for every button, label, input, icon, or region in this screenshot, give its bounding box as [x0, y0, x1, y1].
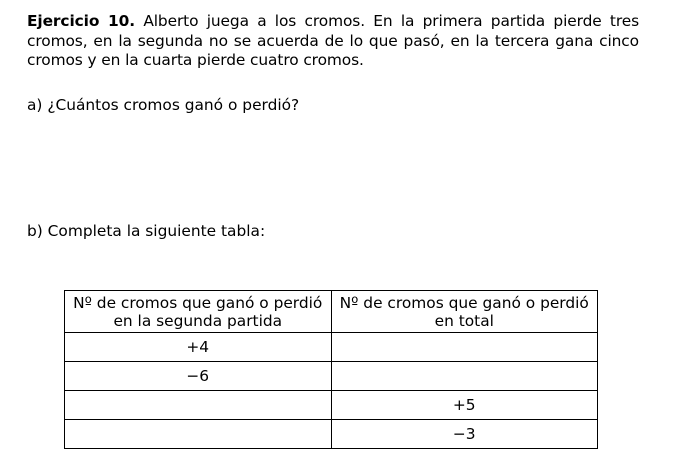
cell-second-game[interactable]	[65, 420, 332, 449]
cell-second-game[interactable]: +4	[65, 333, 332, 362]
cell-total[interactable]	[331, 333, 598, 362]
cell-total[interactable]: +5	[331, 391, 598, 420]
cell-total[interactable]: −3	[331, 420, 598, 449]
answer-table	[64, 290, 598, 449]
question-a: a) ¿Cuántos cromos ganó o perdió?	[27, 96, 300, 114]
header-line: Nº de cromos que ganó o perdió	[339, 293, 589, 312]
table-header-row	[65, 291, 598, 333]
exercise-title: Ejercicio 10.	[27, 12, 136, 30]
exercise-text: Alberto juega a los cromos. En la primera partida pierde tres cromos, en la segunda no se acuerda de lo que pasó, en la tercera gana cinco cromos y en la cuarta pierde cuatro cromos.	[27, 12, 640, 69]
exercise-statement	[27, 12, 639, 71]
header-total	[331, 291, 598, 333]
question-b: b) Completa la siguiente tabla:	[27, 222, 266, 240]
cell-total[interactable]	[331, 362, 598, 391]
table-row	[65, 391, 598, 420]
table-row	[65, 420, 598, 449]
header-line: en total	[434, 311, 494, 330]
header-line: en la segunda partida	[113, 311, 283, 330]
header-line: Nº de cromos que ganó o perdió	[73, 293, 323, 312]
cell-second-game[interactable]	[65, 391, 332, 420]
table-row	[65, 362, 598, 391]
cell-second-game[interactable]: −6	[65, 362, 332, 391]
header-second-game	[65, 291, 332, 333]
table-row	[65, 333, 598, 362]
